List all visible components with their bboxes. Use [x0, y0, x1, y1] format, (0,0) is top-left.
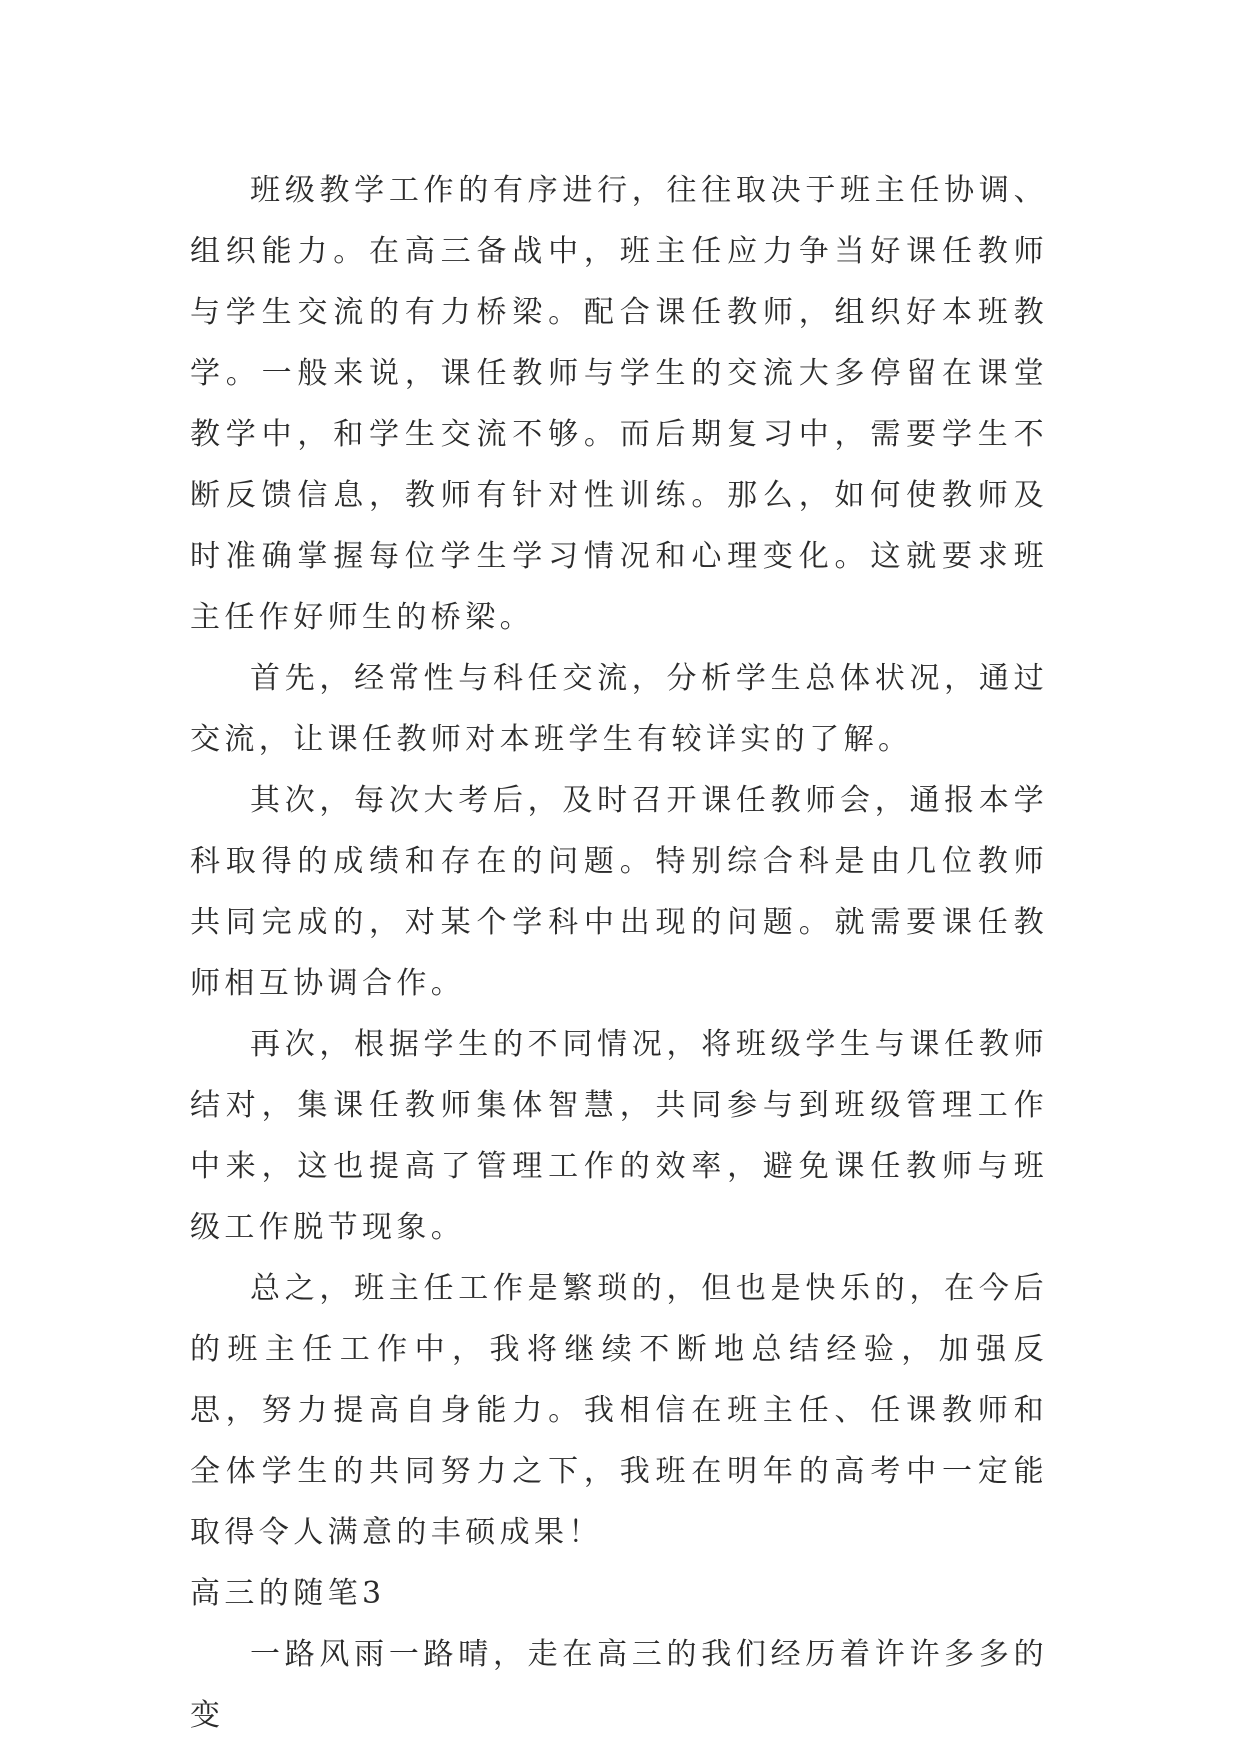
paragraph: 首先，经常性与科任交流，分析学生总体状况，通过交流，让课任教师对本班学生有较详实的了解。 — [190, 661, 1048, 757]
paragraph: 再次，根据学生的不同情况，将班级学生与课任教师结对，集课任教师集体智慧，共同参与到班级管理工作中来，这也提高了管理工作的效率，避免课任教师与班级工作脱节现象。 — [190, 1027, 1048, 1245]
paragraph: 班级教学工作的有序进行，往往取决于班主任协调、组织能力。在高三备战中，班主任应力争当好课任教师与学生交流的有力桥梁。配合课任教师，组织好本班教学。一般来说，课任教师与学生的交流大多停留在课堂教学中，和学生交流不够。而后期复习中，需要学生不断反馈信息，教师有针对性训练。那么，如何使教师及时准确掌握每位学生学习情况和心理变化。这就要求班主任作好师生的桥梁。 — [190, 173, 1048, 635]
section-heading: 高三的随笔3 — [190, 1576, 386, 1611]
document-body — [190, 160, 1048, 1746]
paragraph: 总之，班主任工作是繁琐的，但也是快乐的，在今后的班主任工作中，我将继续不断地总结经验，加强反思，努力提高自身能力。我相信在班主任、任课教师和全体学生的共同努力之下，我班在明年的高考中一定能取得令人满意的丰硕成果！ — [190, 1271, 1048, 1550]
paragraph: 一路风雨一路晴，走在高三的我们经历着许许多多的变 — [190, 1637, 1048, 1733]
paragraph: 其次，每次大考后，及时召开课任教师会，通报本学科取得的成绩和存在的问题。特别综合科是由几位教师共同完成的，对某个学科中出现的问题。就需要课任教师相互协调合作。 — [190, 783, 1048, 1001]
